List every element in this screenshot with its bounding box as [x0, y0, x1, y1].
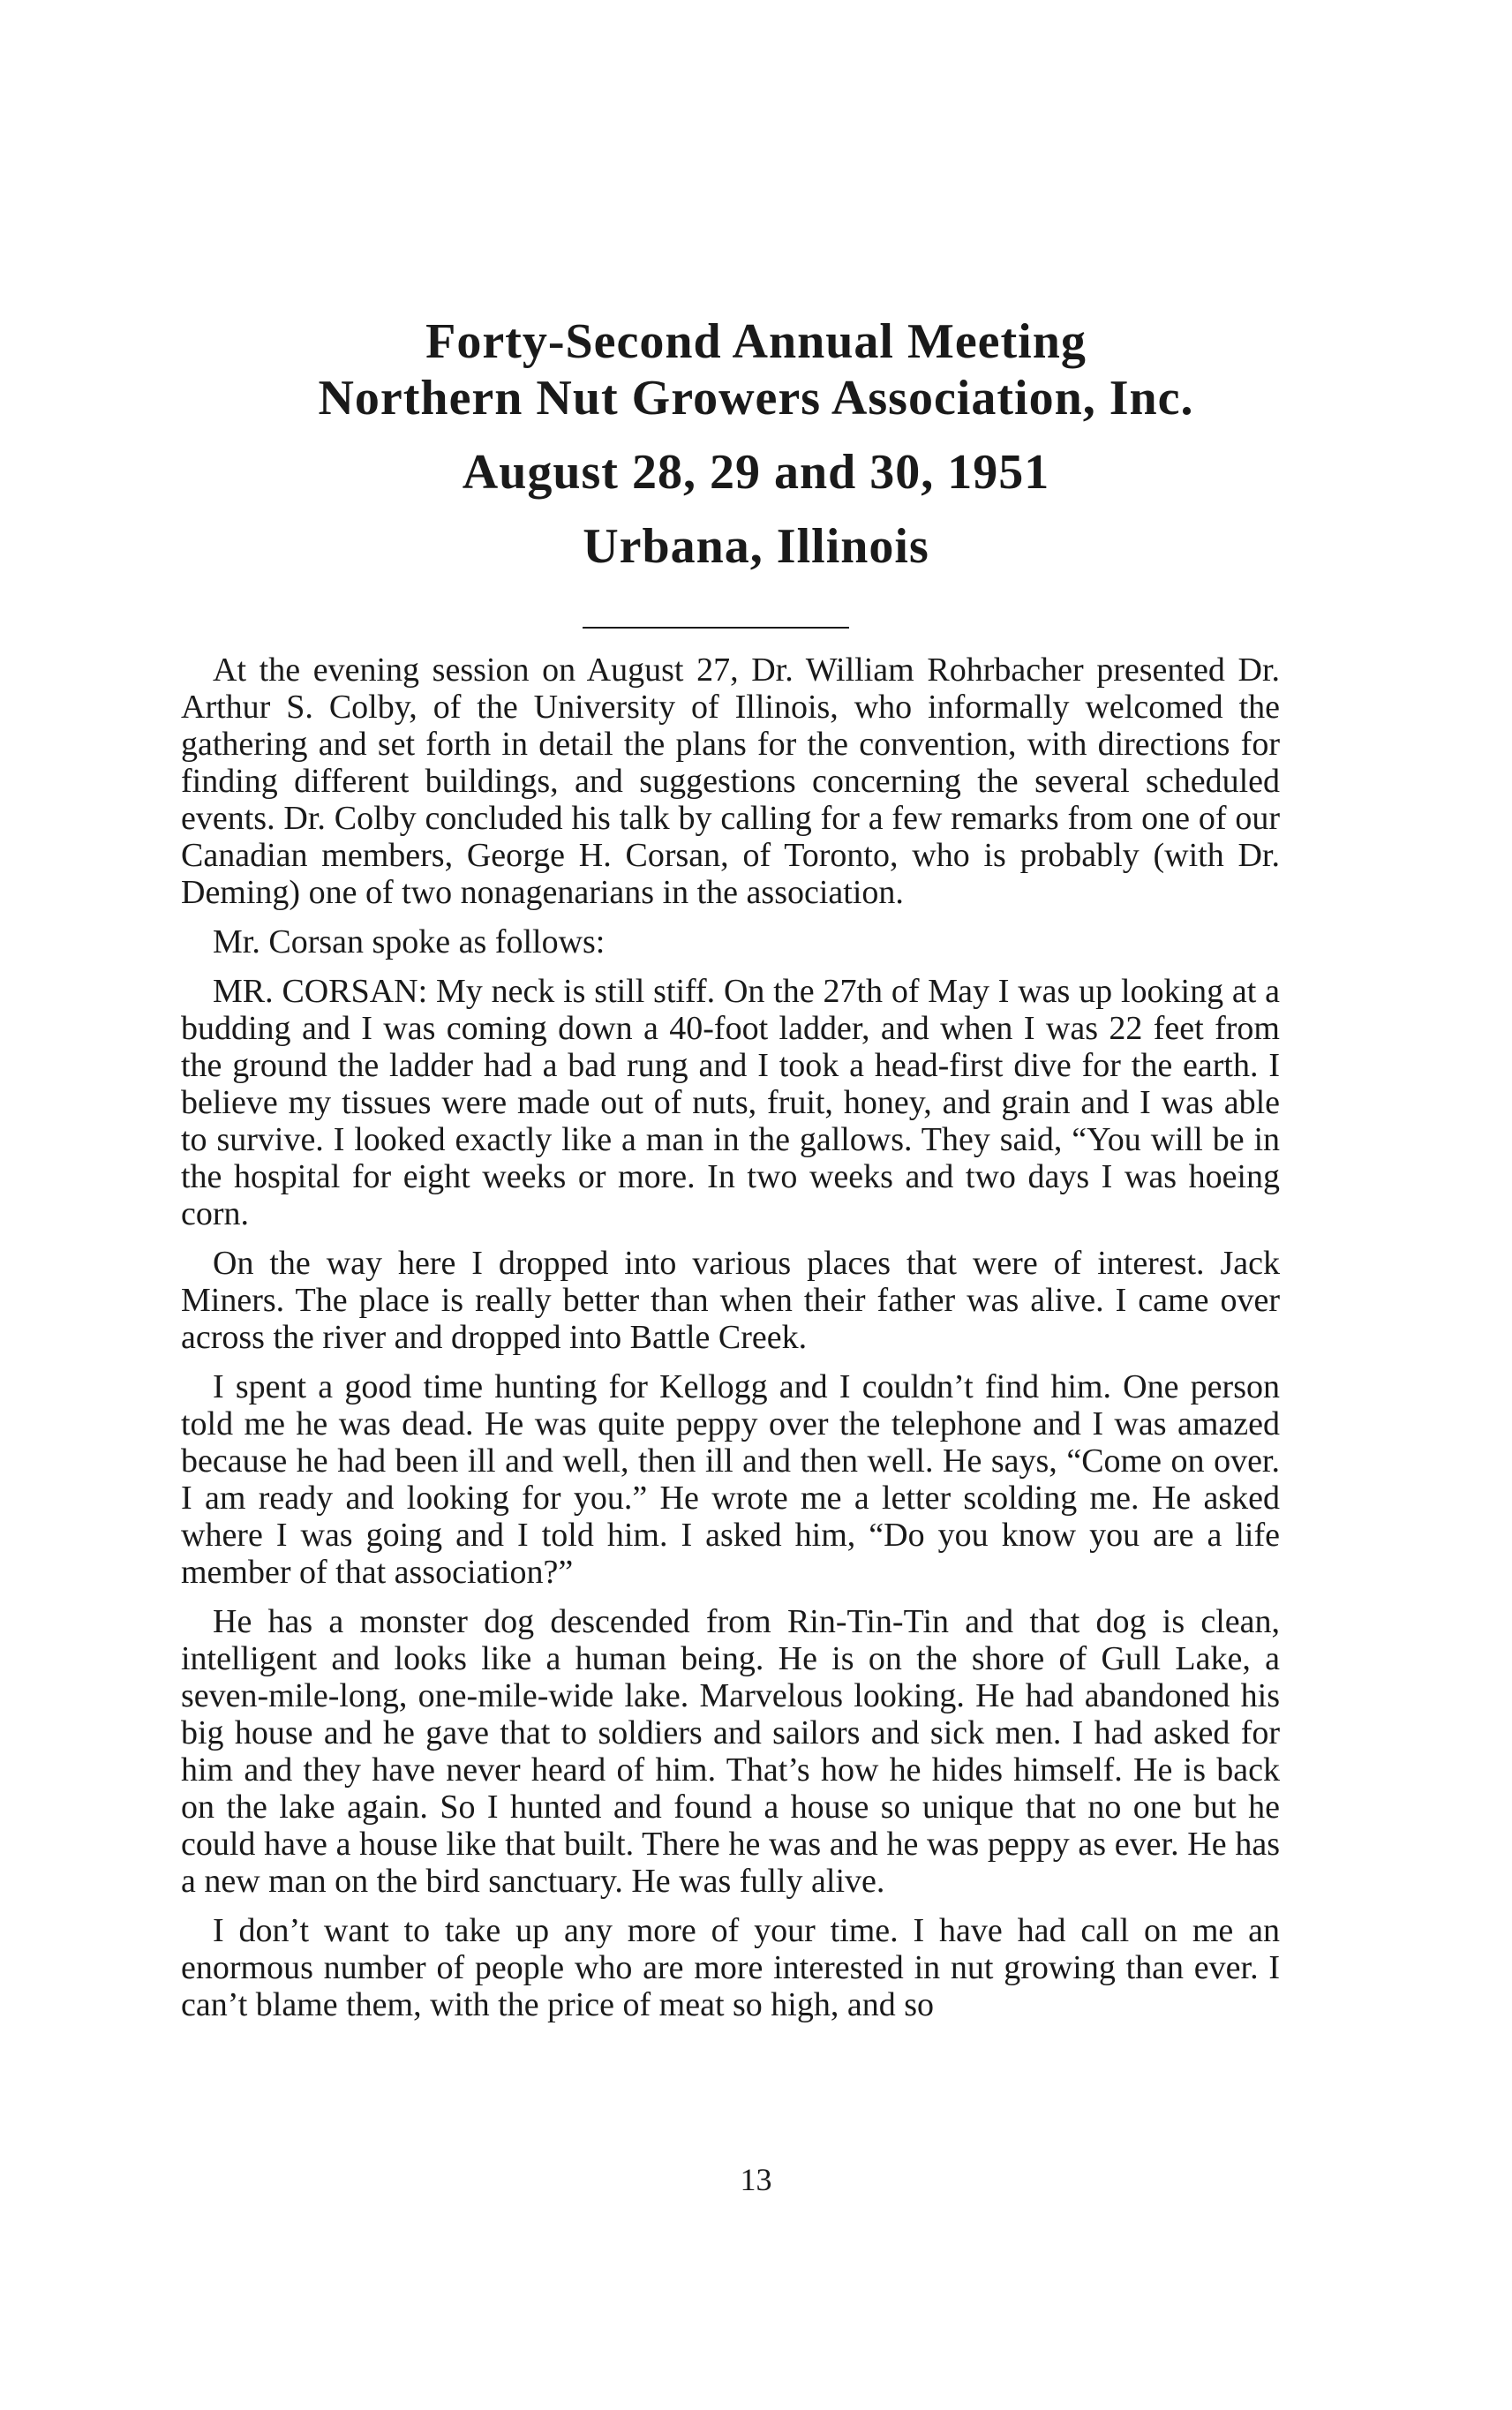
- meeting-dates: August 28, 29 and 30, 1951: [462, 445, 1050, 500]
- article-body: [181, 651, 1280, 2036]
- meeting-location: Urbana, Illinois: [583, 519, 929, 574]
- title-divider: [583, 627, 849, 629]
- paragraph-way-here: On the way here I dropped into various places that were of interest. Jack Miners. The place is really better than when their father was alive. I came over across the river and dropped into Battle Creek.: [181, 1245, 1280, 1356]
- paragraph-corsan-neck: MR. CORSAN: My neck is still stiff. On the 27th of May I was up looking at a budding and I was coming down a 40-foot ladder, and when I was 22 feet from the ground the ladder had a bad rung and I took a head-first dive for the earth. I believe my tissues were made out of nuts, fruit, honey, and grain and I was able to survive. I looked exactly like a man in the gallows. They said, “You will be in the hospital for eight weeks or more. In two weeks and two days I was hoeing corn.: [181, 973, 1280, 1232]
- association-name: Northern Nut Growers Association, Inc.: [318, 371, 1194, 426]
- page-number: 13: [740, 2162, 772, 2197]
- paragraph-intro: At the evening session on August 27, Dr. William Rohrbacher presented Dr. Arthur S. Colby, of the University of Illinois, who informally welcomed the gathering and set forth in detail the plans for the convention, with directions for finding different buildings, and suggestions concerning the several scheduled events. Dr. Colby concluded his talk by calling for a few remarks from one of our Canadian members, George H. Corsan, of Toronto, who is probably (with Dr. Deming) one of two nonagenarians in the association.: [181, 651, 1280, 911]
- meeting-title: Forty-Second Annual Meeting: [425, 314, 1087, 369]
- title-block: [0, 313, 1512, 575]
- paragraph-dog: He has a monster dog descended from Rin-Tin-Tin and that dog is clean, intelligent and looks like a human being. He is on the shore of Gull Lake, a seven-mile-long, one-mile-wide lake. Marvelous looking. He had abandoned his big house and he gave that to soldiers and sailors and sick men. I had asked for him and they have never heard of him. That’s how he hides himself. He is back on the lake again. So I hunted and found a house so unique that no one but he could have a house like that built. There he was and he was peppy as ever. He has a new man on the bird sanctuary. He was fully alive.: [181, 1603, 1280, 1900]
- paragraph-closing: I don’t want to take up any more of your time. I have had call on me an enormous number of people who are more interested in nut growing than ever. I can’t blame them, with the price of meat so high, and so: [181, 1912, 1280, 2023]
- paragraph-corsan-intro: Mr. Corsan spoke as follows:: [213, 923, 606, 960]
- paragraph-kellogg: I spent a good time hunting for Kellogg and I couldn’t find him. One person told me he was dead. He was quite peppy over the telephone and I was amazed because he had been ill and well, then ill and then well. He says, “Come on over. I am ready and looking for you.” He wrote me a letter scolding me. He asked where I was going and I told him. I asked him, “Do you know you are a life member of that association?”: [181, 1368, 1280, 1591]
